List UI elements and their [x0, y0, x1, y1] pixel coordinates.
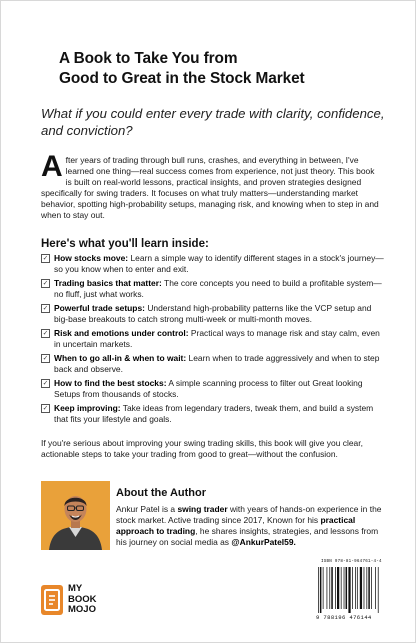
author-handle: @AnkurPatel59.: [231, 536, 296, 547]
list-item-title: When to go all-in & when to wait:: [54, 353, 187, 364]
learn-heading: Here's what you'll learn inside:: [41, 238, 209, 250]
list-item: [41, 253, 386, 274]
publisher-name: [68, 584, 97, 616]
list-item: [41, 278, 386, 299]
list-item: [41, 303, 386, 324]
checkbox-icon: ✓: [42, 405, 49, 413]
list-item: [41, 378, 386, 399]
list-item-title: Keep improving:: [54, 403, 121, 414]
barcode-icon: [317, 567, 403, 613]
author-bio-text: Ankur Patel is a: [116, 504, 178, 514]
list-item-text: Practical ways to manage risk and stay calm, even in uncertain markets.: [54, 328, 380, 349]
list-item-title: How to find the best stocks:: [54, 378, 167, 389]
intro-paragraph: [41, 150, 381, 220]
headline: [59, 49, 379, 89]
author-bio-bold: practical approach to trading: [116, 514, 356, 536]
author-bio: [116, 504, 391, 548]
author-heading: About the Author: [116, 487, 207, 499]
list-item: [41, 353, 386, 374]
publisher-logo: [41, 583, 121, 619]
author-photo: [41, 481, 110, 550]
publisher-line: MOJO: [68, 604, 96, 615]
publisher-line: BOOK: [68, 593, 97, 605]
list-item: [41, 403, 386, 424]
author-portrait-icon: [41, 481, 110, 550]
list-item-text: Learn when to trade aggressively and when to step back and observe.: [54, 353, 380, 374]
checkbox-icon: ✓: [42, 280, 49, 288]
list-item-text: A simple scanning process to filter out Great looking Setups from thousands of stocks.: [54, 378, 363, 399]
list-item: [41, 328, 386, 349]
checkbox-icon: ✓: [42, 380, 49, 388]
learn-list: [41, 253, 386, 429]
list-item-title: Risk and emotions under control:: [54, 328, 189, 339]
checkbox-icon: ✓: [42, 305, 49, 313]
author-bio-bold: swing trader: [177, 504, 228, 514]
headline-line-1: A Book to Take You from: [59, 50, 238, 67]
checkbox-icon: ✓: [42, 355, 49, 363]
list-item-title: Powerful trade setups:: [54, 303, 145, 314]
list-item-title: How stocks move:: [54, 253, 129, 263]
publisher-line: MY: [68, 583, 83, 594]
isbn-barcode-block: [313, 557, 405, 624]
headline-line-2: Good to Great in the Stock Market: [59, 70, 305, 87]
closing-paragraph: If you're serious about improving your swing trading skills, this book will give you clear, actionable steps to take your trading from good to great—without the confusion.: [41, 438, 363, 459]
list-item-text: The core concepts you need to build a profitable system—no fluff, just what works.: [54, 278, 382, 299]
list-item-text: Learn a simple way to identify different stages in a stock's journey—so you know when to enter and exit.: [54, 253, 384, 274]
tagline: What if you could enter every trade with clarity, confidence, and conviction?: [41, 106, 385, 138]
checkbox-icon: ✓: [42, 330, 49, 338]
checkbox-icon: ✓: [42, 255, 49, 262]
isbn-digits: 9 788196 476144: [316, 614, 372, 621]
isbn-label: ISBN 978-81-964761-4-4: [321, 560, 382, 564]
intro-text: fter years of trading through bull runs, crashes, and everything in between, I've learned one thing—real success comes from experience, not just theory. This book is built on real-world lessons, practical insights, and proven strategies designed specifically for swing traders. It focuses on what truly matters—understanding market behavior, spotting high-probability setups, managing risk, and knowing when to step in and when to stay out.: [41, 155, 379, 220]
list-item-text: Take ideas from legendary traders, tweak them, and build a system that fits your lifestyle and goals.: [54, 403, 374, 425]
dropcap: A: [41, 150, 63, 183]
book-logo-icon: [41, 585, 63, 615]
author-bio-text: , he shares insights, strategies, and lessons from his journey on social media as: [116, 525, 379, 547]
list-item-title: Trading basics that matter:: [54, 278, 162, 289]
list-item-text: Understand high-probability patterns like the VCP setup and big-base breakouts to catch strong multi-week or multi-month moves.: [54, 303, 372, 324]
author-bio-text: with years of hands-on experience in the stock market. Active trading since 2017, Known for his: [116, 504, 382, 525]
